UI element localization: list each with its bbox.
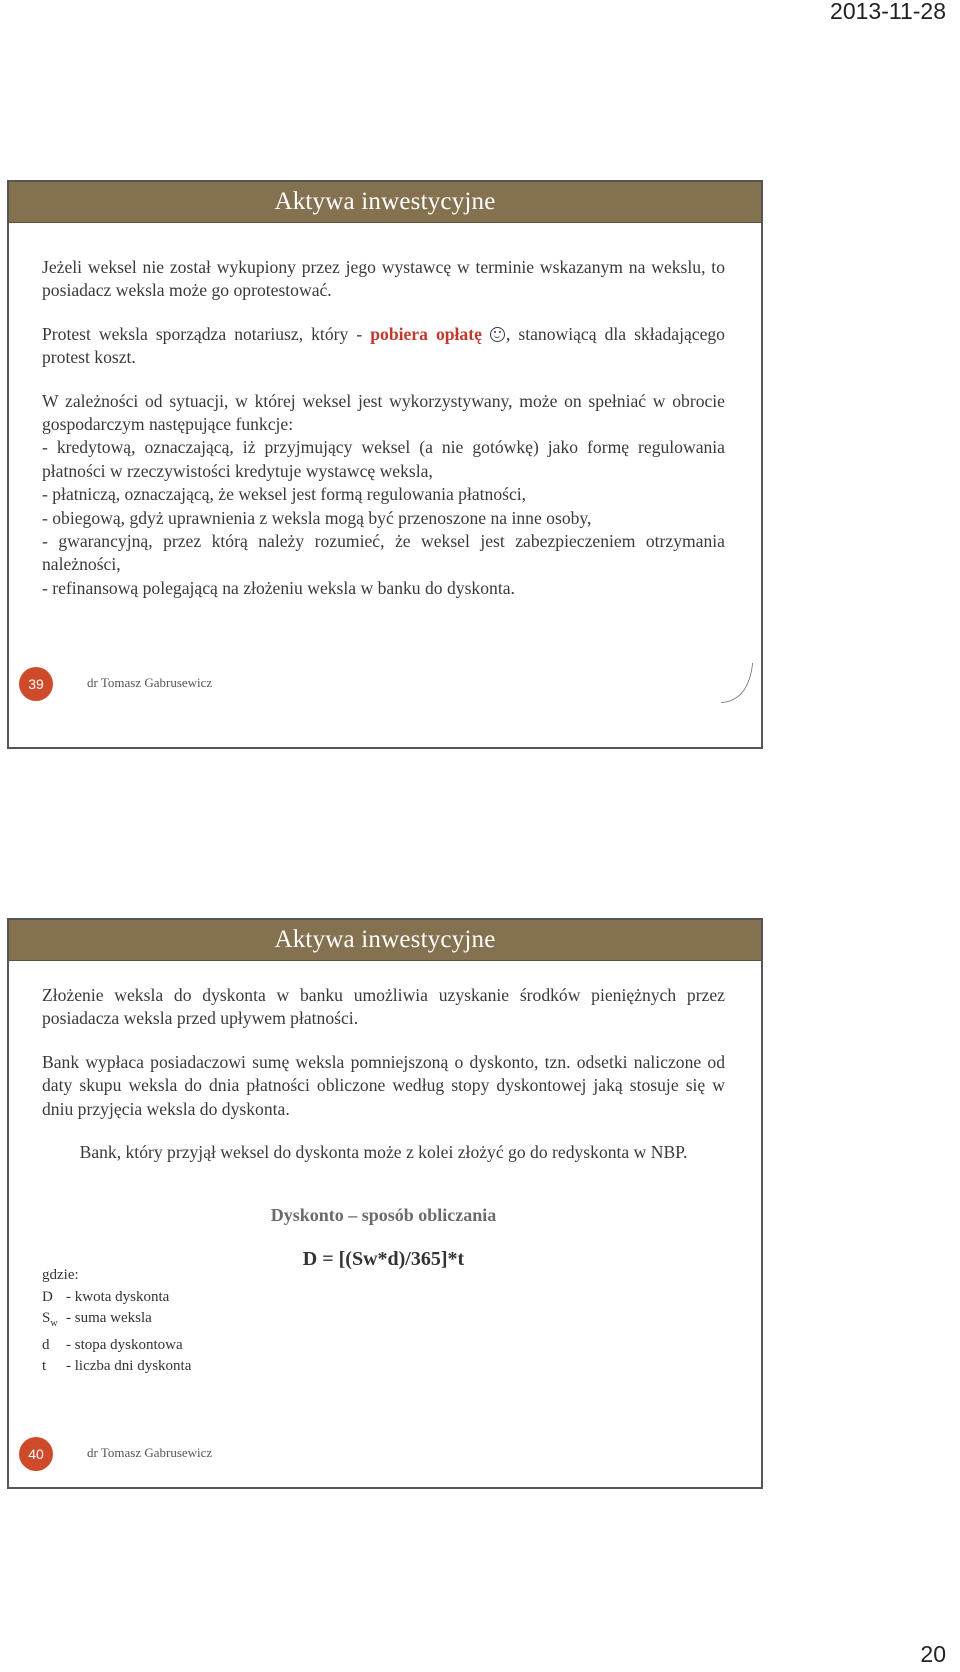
legend-symbol-text: S xyxy=(42,1310,51,1326)
text-segment: , stanowiącą dla składającego protest koszt. xyxy=(42,323,725,368)
legend-row xyxy=(42,1287,191,1309)
legend-subscript: w xyxy=(50,1318,58,1329)
legend-symbol xyxy=(42,1308,66,1335)
list-item-function: - obiegową, gdyż uprawnienia z weksla mogą być przenoszone na inne osoby, xyxy=(42,507,592,528)
legend-desc: - suma weksla xyxy=(66,1310,152,1326)
page-number: 20 xyxy=(920,1641,946,1667)
slide-40 xyxy=(7,918,763,1489)
legend-desc: - stopa dyskontowa xyxy=(66,1336,183,1353)
slide-body xyxy=(42,984,725,1271)
author-footer: dr Tomasz Gabrusewicz xyxy=(87,675,213,690)
slide-39 xyxy=(7,180,763,749)
slide-title: Aktywa inwestycyjne xyxy=(274,188,496,215)
paragraph-protest-notary xyxy=(42,323,725,370)
legend-symbol-text: d xyxy=(42,1336,50,1353)
paragraph-rediscount: Bank, który przyjął weksel do dyskonta może z kolei złożyć go do redyskonta w NBP. xyxy=(79,1142,688,1163)
paragraph-functions-intro: W zależności od sytuacji, w której weksel jest wykorzystywany, może on spełniać w obrocie gospodarczym następujące funkcje: xyxy=(42,390,725,435)
legend-row xyxy=(42,1308,191,1335)
slide-header xyxy=(9,920,761,961)
slide-header xyxy=(9,182,761,223)
formula-legend xyxy=(42,1265,191,1378)
legend-symbol xyxy=(42,1287,66,1309)
slide-body xyxy=(42,256,725,600)
list-item-function: - gwarancyjną, przez którą należy rozumieć, że weksel jest zabezpieczeniem otrzymania należności, xyxy=(42,531,725,575)
page-date: 2013-11-28 xyxy=(830,0,946,24)
paragraph-discount: Złożenie weksla do dyskonta w banku umożliwia uzyskanie środków pieniężnych przez posiadacza weksla przed upływem płatności. xyxy=(42,985,725,1029)
smiley-icon xyxy=(490,327,505,342)
highlight-fee: pobiera opłatę xyxy=(370,323,482,344)
list-item-function: - kredytową, oznaczającą, iż przyjmujący weksel (a nie gotówkę) jako formę regulowania płatności w rzeczywistości kredytuje wystawcę weksla, xyxy=(42,437,725,481)
page-curl-icon xyxy=(721,663,761,703)
text-segment: Protest weksla sporządza notariusz, który - xyxy=(42,323,371,344)
slide-number-badge: 40 xyxy=(19,1437,53,1471)
discount-formula: D = [(Sw*d)/365]*t xyxy=(302,1247,465,1270)
legend-row xyxy=(42,1356,191,1378)
paragraph-bank-payout: Bank wypłaca posiadaczowi sumę weksla pomniejszoną o dyskonto, tzn. odsetki naliczone od daty skupu weksla do dnia płatności obliczone według stopy dyskontowej jaką stosuje się w dniu przyjęcia weksla do dyskonta. xyxy=(42,1051,725,1119)
list-item-function: - refinansową polegającą na złożeniu weksla w banku do dyskonta. xyxy=(42,577,515,598)
legend-desc: - liczba dni dyskonta xyxy=(66,1358,192,1374)
legend-symbol xyxy=(42,1356,66,1378)
legend-symbol-text: D xyxy=(42,1288,53,1305)
legend-symbol-text: t xyxy=(42,1358,47,1374)
legend-desc: - kwota dyskonta xyxy=(66,1288,170,1305)
legend-symbol xyxy=(42,1335,66,1357)
legend-row xyxy=(42,1335,191,1357)
author-footer: dr Tomasz Gabrusewicz xyxy=(87,1445,213,1460)
slide-number-badge: 39 xyxy=(19,667,53,701)
slide-title: Aktywa inwestycyjne xyxy=(274,926,496,953)
list-item-function: - płatniczą, oznaczającą, że weksel jest formą regulowania płatności, xyxy=(42,484,527,505)
section-title: Dyskonto – sposób obliczania xyxy=(270,1205,497,1226)
legend-label: gdzie: xyxy=(42,1267,79,1283)
paragraph-protest-right: Jeżeli weksel nie został wykupiony przez jego wystawcę w terminie wskazanym na wekslu, to posiadacz weksla może go oprotestować. xyxy=(42,257,725,301)
